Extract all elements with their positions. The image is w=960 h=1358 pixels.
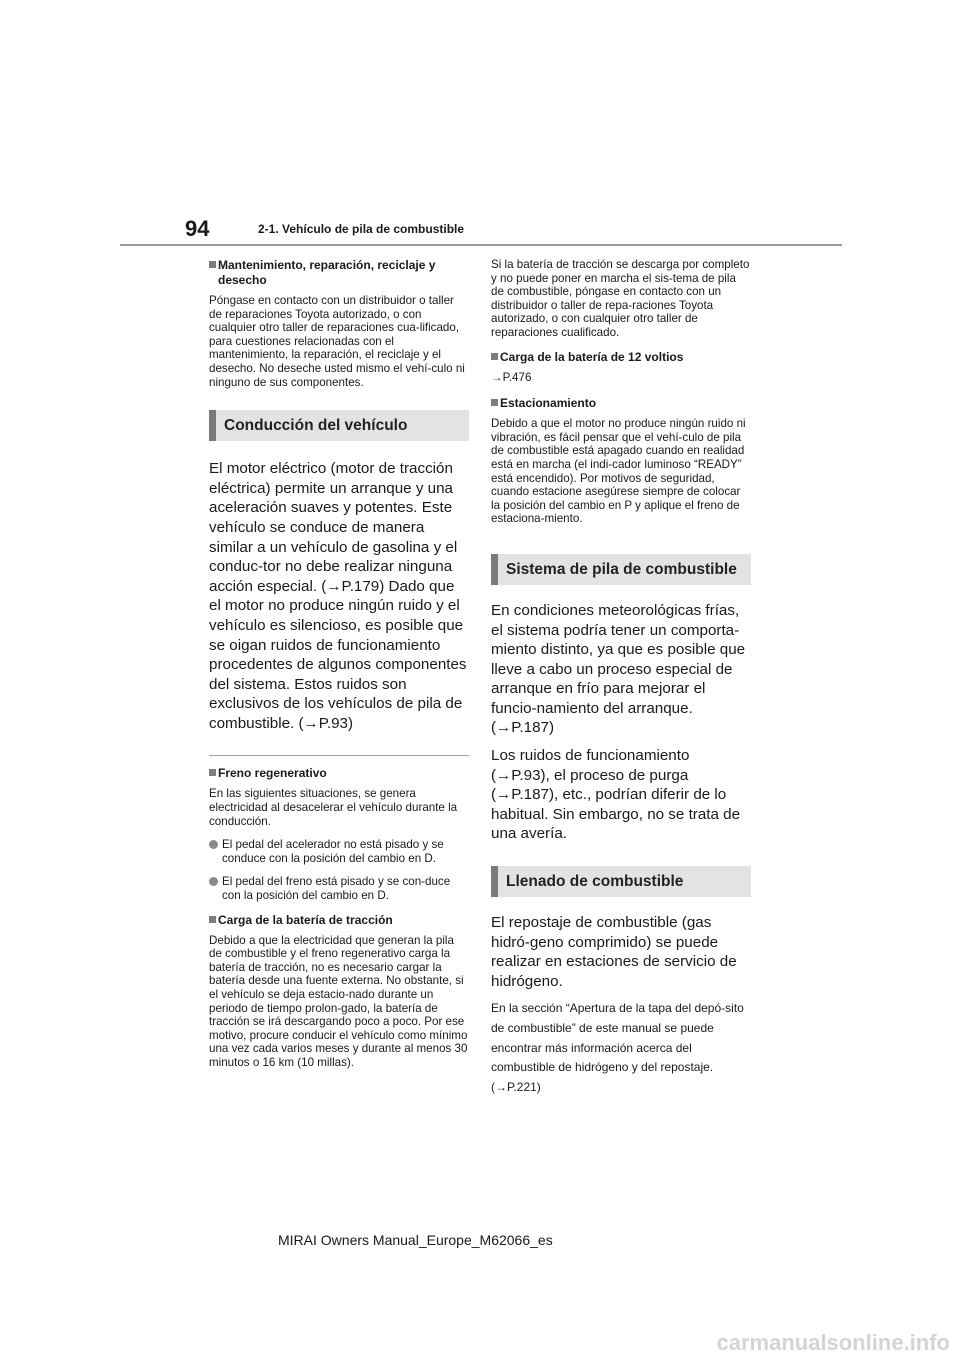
square-bullet-icon bbox=[209, 261, 216, 268]
square-bullet-icon bbox=[209, 916, 216, 923]
header-divider bbox=[120, 244, 842, 246]
page-reference-link[interactable]: →P.476 bbox=[491, 370, 532, 384]
watermark-logo: carmanualsonline.info bbox=[716, 1330, 950, 1355]
heading-driving: Conducción del vehículo bbox=[209, 410, 469, 441]
subsection-title: Estacionamiento bbox=[500, 396, 597, 411]
subsection-title: Carga de la batería de 12 voltios bbox=[500, 349, 684, 364]
heading-fuel-cell-system: Sistema de pila de combustible bbox=[491, 554, 751, 585]
square-bullet-icon bbox=[209, 769, 216, 776]
heading-refueling: Llenado de combustible bbox=[491, 866, 751, 897]
subsection-title: Mantenimiento, reparación, reciclaje y desecho bbox=[218, 258, 436, 287]
regen-text: En las siguientes situaciones, se genera electricidad al desacelerar el vehículo durante la conducción. bbox=[209, 787, 458, 828]
footer-title: MIRAI Owners Manual_Europe_M62066_es bbox=[278, 1232, 553, 1248]
subsection-title: Freno regenerativo bbox=[218, 766, 327, 781]
round-bullet-icon bbox=[209, 877, 218, 886]
subsection-parking bbox=[491, 396, 751, 411]
section-divider bbox=[209, 755, 469, 756]
square-bullet-icon bbox=[491, 353, 498, 360]
page-number: 94 bbox=[185, 216, 210, 241]
maintenance-text: Póngase en contacto con un distribuidor o taller de reparaciones Toyota autorizado, o con cualquier otro taller de reparaciones cua-lificado, para cuestiones relacionadas con el mantenimiento, la reparación, el reciclaje y el desecho. No deseche usted mismo el vehí-culo ni ninguno de sus componentes. bbox=[209, 294, 465, 389]
subsection-title: Carga de la batería de tracción bbox=[218, 912, 393, 927]
square-bullet-icon bbox=[491, 399, 498, 406]
list-item bbox=[209, 875, 469, 902]
traction-continued-text: Si la batería de tracción se descarga por completo y no puede poner en marcha el sis-tema de pila de combustible, póngase en contacto con un distribuidor o taller de repa-raciones Toyota autorizado, o con cualquier otro taller de reparaciones cualificado. bbox=[491, 258, 750, 339]
traction-text: Debido a que la electricidad que generan la pila de combustible y el freno regenerativo carga la batería de tracción, no es necesario cargar la batería desde una fuente externa. No obstante, si el vehículo se deja estacio-nado durante un periodo de tiempo prolon-gado, la batería de tracción se irá descargando poco a poco. Por ese motivo, procure conducir el vehículo como mínimo una vez cada varios meses y durante al menos 30 minutos o 16 km (10 millas). bbox=[209, 933, 468, 1069]
left-column bbox=[209, 258, 469, 1080]
right-column bbox=[491, 258, 751, 1097]
list-item-text: El pedal del acelerador no está pisado y se conduce con la posición del cambio en D. bbox=[222, 838, 444, 865]
subsection-regen-brake bbox=[209, 766, 469, 781]
list-item bbox=[209, 838, 469, 865]
parking-text: Debido a que el motor no produce ningún ruido ni vibración, es fácil pensar que el vehí-culo de pila de combustible está apagado cuando en realidad está en marcha (el indi-cador luminoso “READY” está encendido). Por motivos de seguridad, cuando estacione asegúrese siempre de colocar la posición del cambio en P y aplique el freno de estaciona-miento. bbox=[491, 417, 746, 526]
list-item-text: El pedal del freno está pisado y se con-duce con la posición del cambio en D. bbox=[222, 875, 451, 903]
fuel-cell-text: Los ruidos de funcionamiento (→P.93), el proceso de purga (→P.187), etc., podrían diferir de lo habitual. Sin embargo, no se trata de una avería. bbox=[491, 747, 741, 843]
refueling-text: El repostaje de combustible (gas hidró-geno comprimido) se puede realizar en estaciones de servicio de hidrógeno. bbox=[491, 914, 737, 990]
fuel-cell-text: En condiciones meteorológicas frías, el sistema podría tener un comporta-miento distinto, ya que es posible que lleve a cabo un proceso especial de arranque en frío para mejorar el funcio-namiento del arranque. (→P.187) bbox=[491, 601, 746, 737]
round-bullet-icon bbox=[209, 840, 218, 849]
subsection-maintenance bbox=[209, 258, 469, 288]
subsection-traction-battery bbox=[209, 913, 469, 928]
driving-text: El motor eléctrico (motor de tracción eléctrica) permite un arranque y una aceleración suaves y potentes. Este vehículo se conduce de manera similar a un vehículo de gasolina y el conduc-tor no debe realizar ninguna acción especial. (→P.179) Dado que el motor no produce ningún ruido y el vehículo es silencioso, es posible que se oigan ruidos de funcionamiento procedentes de algunos componentes del sistema. Estos ruidos son exclusivos de los vehículos de pila de combustible. (→P.93) bbox=[209, 460, 467, 732]
subsection-12v-battery bbox=[491, 350, 751, 365]
section-header: 2-1. Vehículo de pila de combustible bbox=[258, 222, 465, 236]
refueling-note: En la sección “Apertura de la tapa del depó-sito de combustible” de este manual se puede encontrar más información acerca del combustible de hidrógeno y del repostaje. (→P.221) bbox=[491, 1001, 744, 1094]
